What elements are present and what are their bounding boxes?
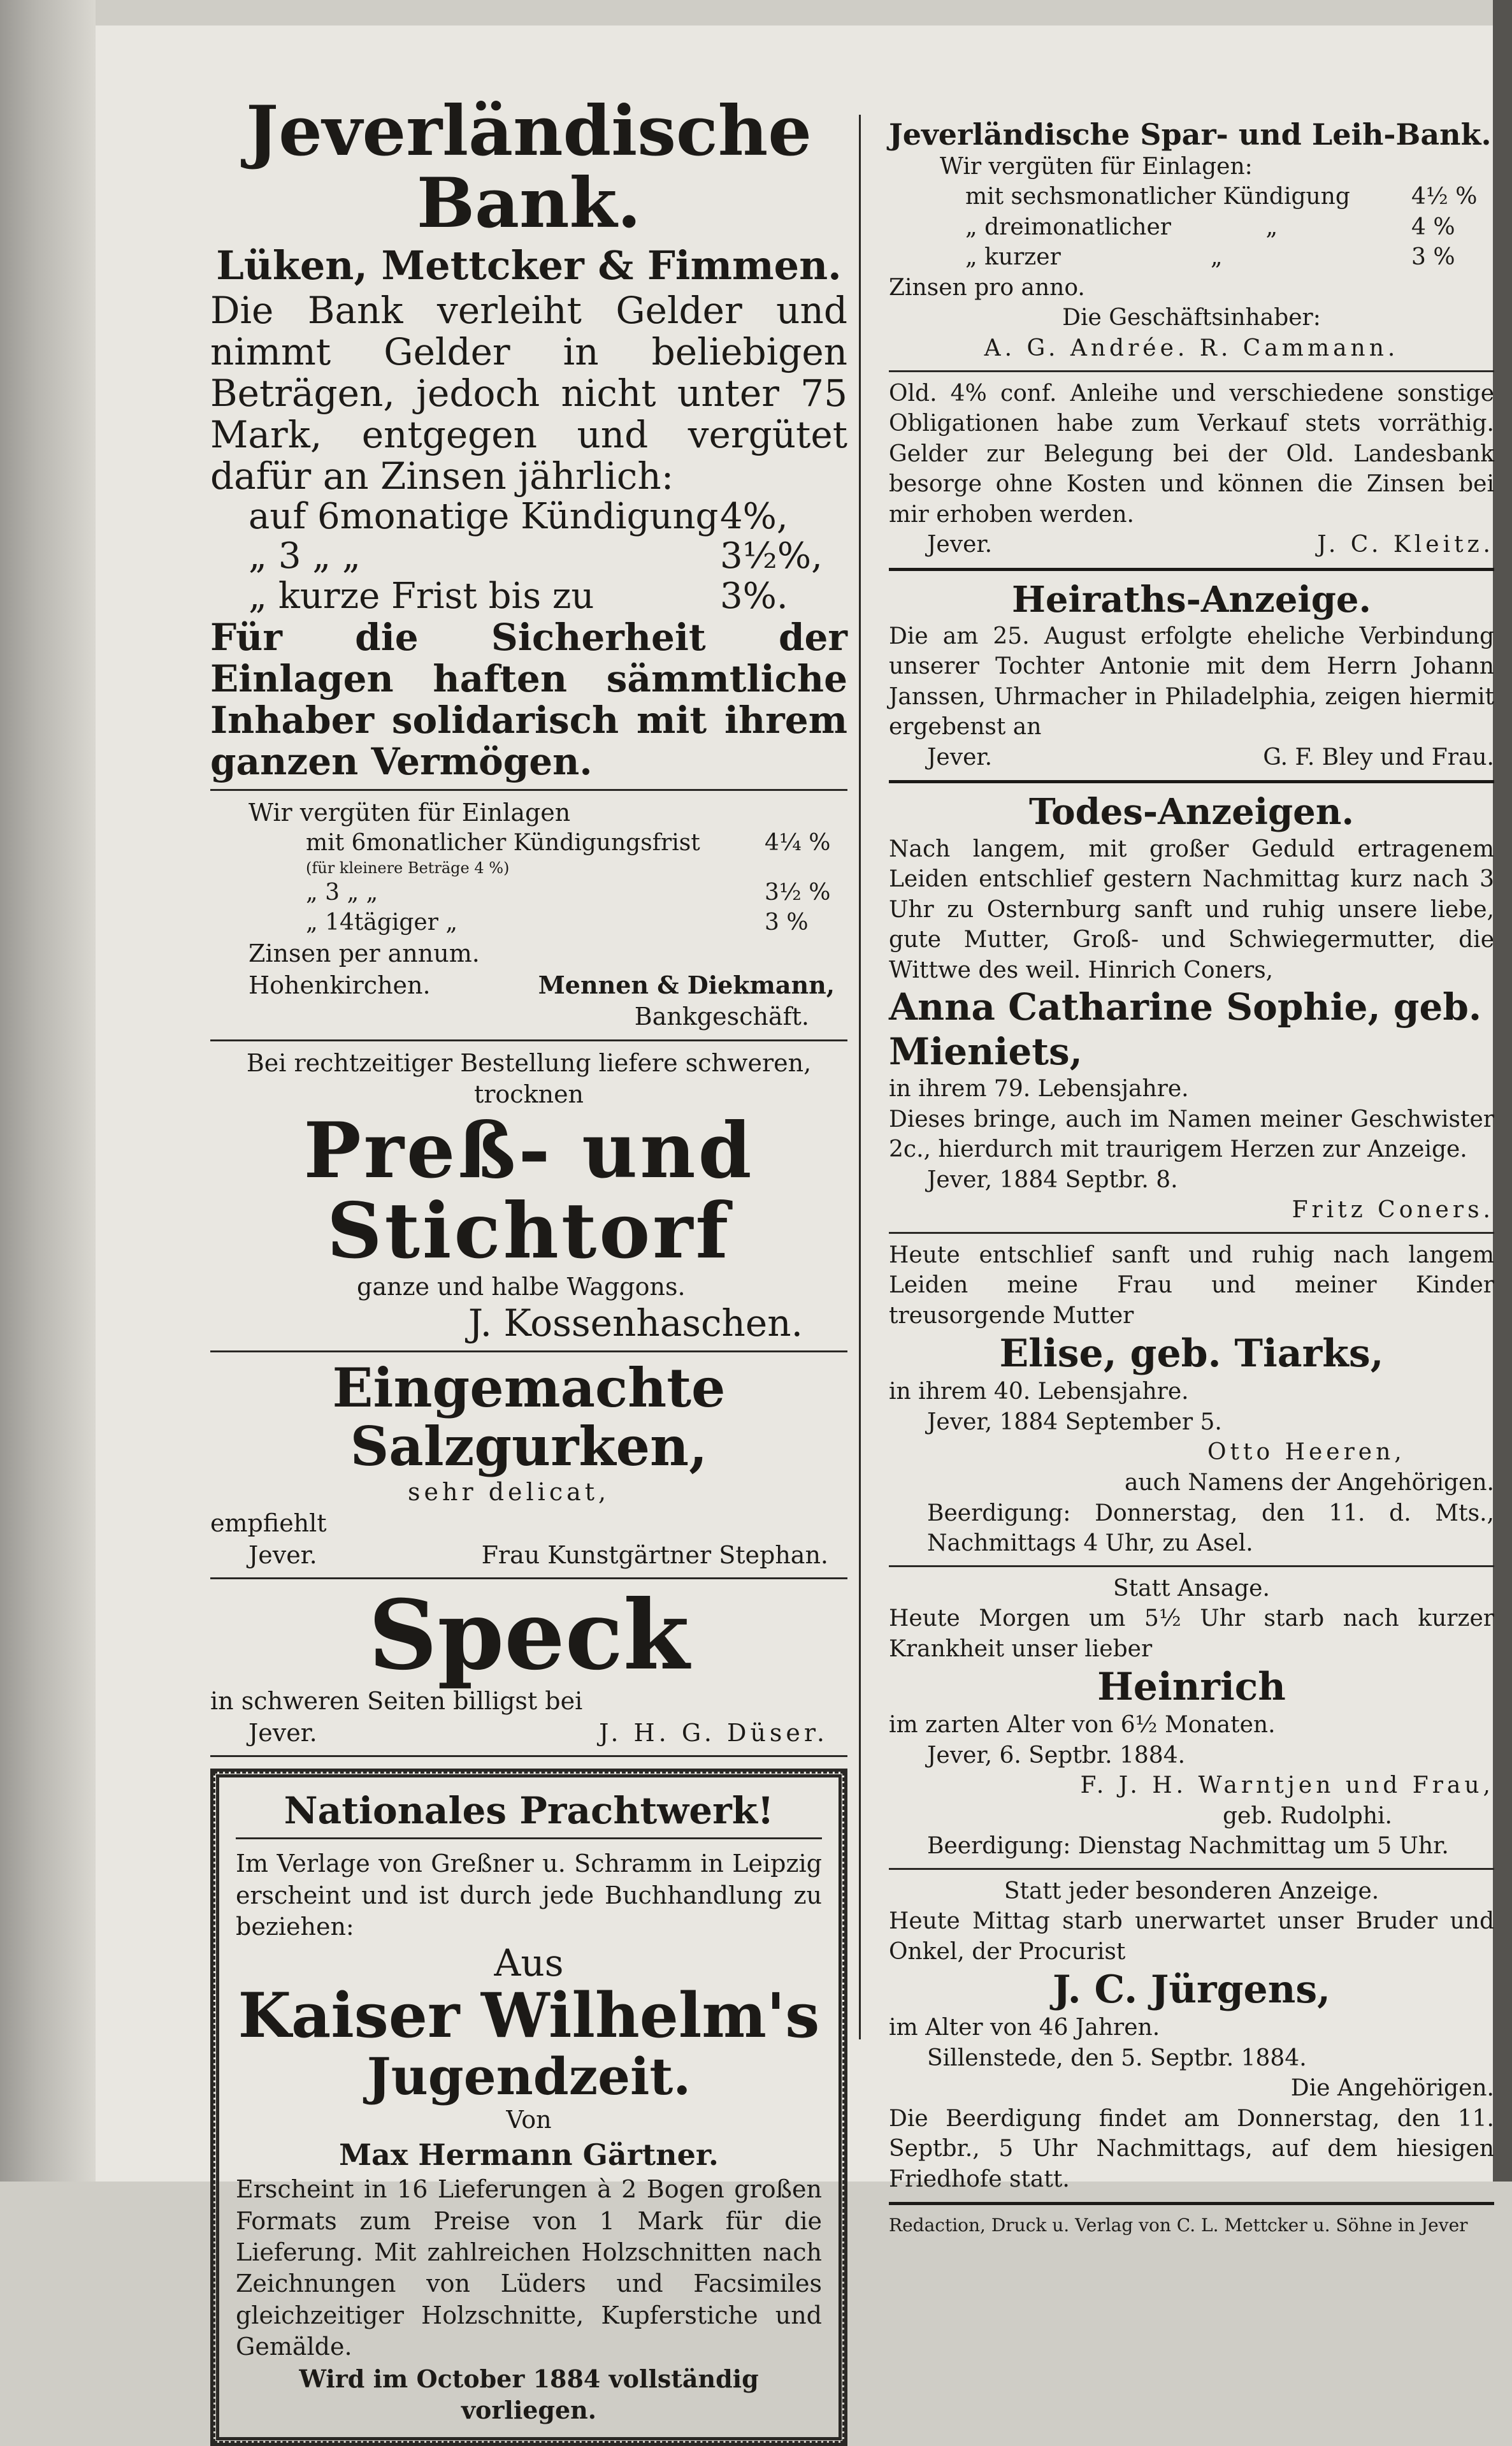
heinrich-statt: Statt Ansage. [1113, 1575, 1270, 1602]
elise-sign: Otto Heeren, [1207, 1439, 1406, 1466]
spar-bank-ad [889, 118, 1494, 364]
rate-row: „ kurzer „ 3 % [965, 244, 1455, 271]
rate-row: mit 6monatlicher Kündigungsfrist 4¼ % [306, 830, 831, 857]
spar-rates [889, 182, 1494, 273]
heirat-title: Heiraths-Anzeige. [1011, 578, 1372, 621]
rate-row: „ kurze Frist bis zu 3%. [248, 575, 788, 618]
imprint-footer: Redaction, Druck u. Verlag von C. L. Mettcker u. Söhne in Jever [889, 2215, 1468, 2236]
mennen-intro: Wir vergüten für Einlagen [248, 798, 571, 827]
prachtwerk-intro: Im Verlage von Greßner u. Schramm in Leipzig erscheint und ist durch jede Buchhandlung zu beziehen: [236, 1849, 822, 1941]
juergens-ad [889, 1876, 1494, 2195]
bank-subtitle: Lüken, Mettcker & Fimmen. [216, 242, 842, 289]
mennen-zinsen: Zinsen per annum. [248, 939, 480, 967]
elise-date: Jever, 1884 September 5. [927, 1408, 1222, 1435]
column-divider [859, 115, 861, 2039]
left-column [210, 91, 847, 2446]
divider [889, 568, 1494, 571]
divider [210, 789, 847, 791]
juergens-date: Sillenstede, den 5. Septbr. 1884. [927, 2044, 1307, 2071]
spar-owners-label: Die Geschäftsinhaber: [1062, 305, 1321, 331]
kleitz-ad [889, 379, 1494, 560]
divider [889, 1565, 1494, 1567]
todes-title: Todes-Anzeigen. [1028, 791, 1354, 834]
juergens-sign: Die Angehörigen. [1290, 2075, 1494, 2102]
gurken-ad [210, 1356, 847, 1571]
book-spine [0, 0, 96, 2182]
juergens-age: im Alter von 46 Jahren. [889, 2015, 1160, 2041]
divider [889, 780, 1494, 783]
prachtwerk-ad [210, 1769, 847, 2446]
rate-row: „ 3 „ „ 3½ % [306, 879, 831, 906]
rate-row: „ 14tägiger „ 3 % [306, 909, 809, 936]
elise-body: Heute entschlief sanft und ruhig nach langem Leiden meine Frau und meiner Kinder treusorgende Mutter [889, 1241, 1494, 1329]
bank-ad [210, 91, 847, 783]
juergens-burial: Die Beerdigung findet am Donnerstag, den 11. Septbr., 5 Uhr Nachmittags, auf dem hiesigen Friedhofe statt. [889, 2105, 1494, 2192]
spar-intro: Wir vergüten für Einlagen: [940, 153, 1253, 180]
divider [889, 1232, 1494, 1234]
divider [889, 2202, 1494, 2205]
rate-row: (für kleinere Beträge 4 %) [306, 858, 510, 877]
speck-signature: Jever. J. H. G. Düser. [248, 1718, 828, 1747]
elise-age: in ihrem 40. Lebensjahre. [889, 1379, 1189, 1405]
speck-title: Speck [368, 1579, 689, 1691]
prachtwerk-kaiser: Kaiser Wilhelm's [238, 1979, 820, 2052]
gurken-empfiehlt: empfiehlt [210, 1509, 327, 1538]
spar-zinsen: Zinsen pro anno. [889, 274, 1085, 301]
bank-title: Jeverländische Bank. [245, 91, 812, 244]
speck-line: in schweren Seiten billigst bei [210, 1687, 583, 1716]
prachtwerk-author: Max Hermann Gärtner. [339, 2137, 719, 2172]
heirat-signature: Jever. G. F. Bley und Frau. [927, 744, 1494, 771]
torf-intro: Bei rechtzeitiger Bestellung liefere schweren, trocknen [246, 1048, 812, 1109]
todes-age: in ihrem 79. Lebensjahre. [889, 1076, 1189, 1103]
divider [210, 1039, 847, 1041]
heinrich-age: im zarten Alter von 6½ Monaten. [889, 1712, 1276, 1739]
heirat-ad [889, 579, 1494, 773]
elise-burial: Beerdigung: Donnerstag, den 11. d. Mts., Nachmittags 4 Uhr, zu Asel. [927, 1500, 1494, 1557]
todes-name: Anna Catharine Sophie, geb. Mieniets, [889, 985, 1482, 1073]
elise-ad [889, 1240, 1494, 1559]
divider [210, 1755, 847, 1757]
heinrich-sign2: geb. Rudolphi. [1223, 1802, 1392, 1829]
bank-rates [210, 497, 847, 617]
elise-name: Elise, geb. Tiarks, [999, 1331, 1384, 1377]
todes-ad [889, 791, 1494, 1226]
todes-sign: Fritz Coners. [1292, 1197, 1494, 1224]
juergens-statt: Statt jeder besonderen Anzeige. [1004, 1878, 1379, 1904]
juergens-name: J. C. Jürgens, [1052, 1967, 1331, 2013]
torf-name: J. Kossenhaschen. [468, 1301, 803, 1345]
mennen-firm-type: Bankgeschäft. [634, 1002, 809, 1031]
mennen-signature: Hohenkirchen. Mennen & Diekmann, [248, 971, 835, 1000]
gurken-line: sehr delicat, [408, 1477, 610, 1506]
gurken-title: Eingemachte Salzgurken, [332, 1356, 726, 1479]
heinrich-name: Heinrich [1097, 1665, 1286, 1710]
rate-row: „ 3 „ „ 3½%, [248, 535, 823, 577]
heinrich-sign: F. J. H. Warntjen und Frau, [1080, 1772, 1494, 1799]
torf-ad [210, 1048, 847, 1344]
bank-body: Die Bank verleiht Gelder und nimmt Gelder in beliebigen Beträgen, jedoch nicht unter 75 Mark, entgegen und vergütet dafür an Zinsen jährlich: [210, 288, 847, 498]
spar-owners: A. G. Andrée. R. Cammann. [984, 335, 1399, 361]
prachtwerk-aus: Aus [494, 1941, 564, 1985]
prachtwerk-von: Von [506, 2106, 552, 2134]
divider [210, 1350, 847, 1352]
todes-body2: Dieses bringe, auch im Namen meiner Geschwister 2c., hierdurch mit traurigem Herzen zur Anzeige. [889, 1106, 1494, 1163]
prachtwerk-title: Nationales Prachtwerk! [236, 1789, 822, 1839]
heinrich-burial: Beerdigung: Dienstag Nachmittag um 5 Uhr. [927, 1833, 1449, 1860]
todes-date: Jever, 1884 Septbr. 8. [927, 1166, 1178, 1193]
mennen-ad [210, 797, 847, 1033]
torf-title: Preß- und Stichtorf [303, 1105, 754, 1276]
rate-row: mit sechsmonatlicher Kündigung 4½ % [965, 184, 1478, 210]
divider [889, 370, 1494, 372]
torf-line: ganze und halbe Waggons. [357, 1272, 686, 1301]
mennen-rates [210, 829, 847, 938]
heinrich-date: Jever, 6. Septbr. 1884. [927, 1742, 1186, 1769]
heinrich-ad [889, 1574, 1494, 1862]
prachtwerk-body: Erscheint in 16 Lieferungen à 2 Bogen großen Formats zum Preise von 1 Mark für die Lieferung. Mit zahlreichen Holzschnitten nach Zeichnungen von Lüders und Facsimiles gleichzeitiger Holzschnitte, Kupferstiche und Gemälde. [236, 2175, 822, 2361]
spar-title: Jeverländische Spar- und Leih-Bank. [889, 117, 1492, 152]
speck-ad [210, 1579, 847, 1749]
kleitz-signature: Jever. J. C. Kleitz. [927, 532, 1494, 558]
rate-row: auf 6monatige Kündigung 4%, [248, 495, 788, 537]
heinrich-body: Heute Morgen um 5½ Uhr starb nach kurzer Krankheit unser lieber [889, 1605, 1494, 1662]
page-edge [1493, 0, 1512, 2182]
elise-sign2: auch Namens der Angehörigen. [1124, 1469, 1494, 1496]
kleitz-body: Old. 4% conf. Anleihe und verschiedene sonstige Obligationen habe zum Verkauf stets vorräthig. Gelder zur Belegung bei der Old. Landesbank besorge ohne Kosten und können die Zinsen bei mir erhoben werden. [889, 380, 1494, 528]
right-column [889, 118, 1494, 2238]
todes-body: Nach langem, mit großer Geduld ertragenem Leiden entschlief gestern Nachmittag kurz nach 3 Uhr zu Osternburg sanft und ruhig unsere liebe, gute Mutter, Groß- und Schwiegermutter, die Wittwe des weil. Hinrich Coners, [889, 836, 1494, 983]
juergens-body: Heute Mittag starb unerwartet unser Bruder und Onkel, der Procurist [889, 1908, 1494, 1965]
bank-guarantee: Für die Sicherheit der Einlagen haften sämmtliche Inhaber solidarisch mit ihrem ganzen Vermögen. [210, 615, 847, 783]
prachtwerk-close: Wird im October 1884 vollständig vorliegen. [299, 2364, 759, 2425]
rate-row: „ dreimonatlicher „ 4 % [965, 213, 1455, 240]
divider [889, 1868, 1494, 1870]
heirat-body: Die am 25. August erfolgte eheliche Verbindung unserer Tochter Antonie mit dem Herrn Johann Janssen, Uhrmacher in Philadelphia, zeigen hiermit ergebenst an [889, 623, 1494, 741]
gurken-signature: Jever. Frau Kunstgärtner Stephan. [248, 1540, 828, 1569]
prachtwerk-jugend: Jugendzeit. [366, 2046, 691, 2107]
